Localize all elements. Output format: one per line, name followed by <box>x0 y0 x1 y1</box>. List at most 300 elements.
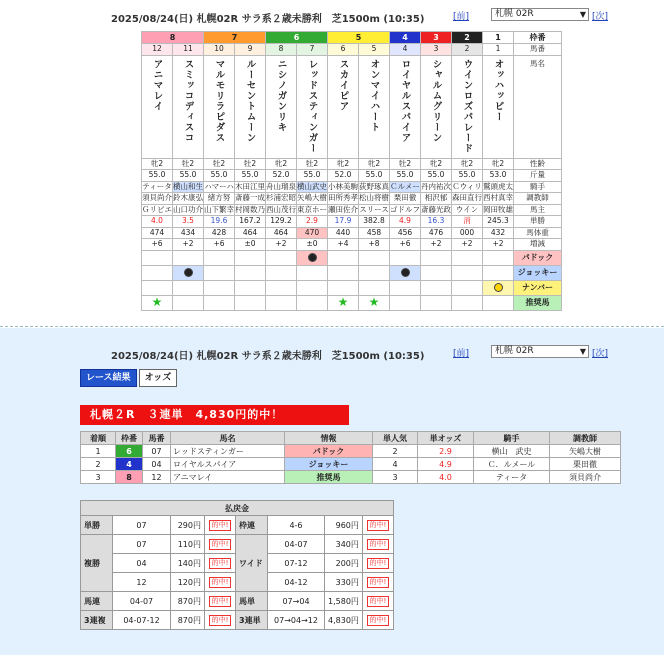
result-info: 推奨馬 <box>285 471 373 484</box>
payout-combo-trifecta: 07→04→12 <box>268 611 325 630</box>
hit-badge: 的中! <box>362 611 393 630</box>
result-row[interactable] <box>81 471 621 484</box>
hit-badge: 的中! <box>205 573 236 592</box>
frame-cell: 8 <box>142 32 204 44</box>
win-odds: 245.3 <box>483 216 514 228</box>
number-mark-row <box>142 280 562 295</box>
horse-name-cell[interactable] <box>204 55 235 158</box>
row-label-number: 馬番 <box>514 44 562 56</box>
trainer-name: 松山将樹 <box>359 193 389 203</box>
payout-header: 払戻金 <box>81 501 394 516</box>
horse-name: アニマレイ <box>151 58 163 111</box>
horse-name: ニシノガンリキ <box>275 58 287 132</box>
number-mark-cell <box>483 280 514 295</box>
hit-badge: 的中! <box>205 611 236 630</box>
result-popularity: 4 <box>373 458 418 471</box>
jockey-mark-cell <box>452 265 483 280</box>
result-number: 04 <box>143 458 171 471</box>
win-odds: 382.8 <box>359 216 390 228</box>
horse-name: ルーセントムーン <box>244 58 256 143</box>
next-race-link-2[interactable]: [次] <box>592 349 609 359</box>
payout-kind-trifecta: 3連単 <box>236 611 268 630</box>
weight-change: +2 <box>483 239 514 251</box>
jockey-mark-cell <box>297 265 328 280</box>
jockey-name: 横山和生 <box>173 181 203 191</box>
paddock-cell <box>173 250 204 265</box>
result-header: 調教師 <box>550 432 621 445</box>
paddock-cell <box>483 250 514 265</box>
payout-yen-trifecta: 4,830円 <box>325 611 363 630</box>
body-weight: 428 <box>204 227 235 239</box>
frame-cell: 5 <box>328 32 390 44</box>
horse-name-cell[interactable] <box>266 55 297 158</box>
recommend-cell <box>421 295 452 310</box>
jockey-name: 横山武史 <box>297 181 327 191</box>
result-header: 単人気 <box>373 432 418 445</box>
payout-yen-quinella: 870円 <box>171 592 205 611</box>
number-mark-cell <box>421 280 452 295</box>
payout-yen-trio: 870円 <box>171 611 205 630</box>
number-mark-cell <box>359 280 390 295</box>
result-popularity: 3 <box>373 471 418 484</box>
horse-name: オッハッピー <box>492 58 504 122</box>
sex-age: 牡2 <box>235 158 266 170</box>
recommend-cell <box>173 295 204 310</box>
trainer-name: 鈴木康弘 <box>173 193 203 203</box>
weight-change: +4 <box>328 239 359 251</box>
race-title: 2025/08/24(日) 札幌02R サラ系２歳未勝利 芝1500m (10:35) <box>111 14 425 25</box>
row-label-jockey_mark: ジョッキー <box>514 265 562 280</box>
row-label-jockey: 騎手 <box>514 181 562 193</box>
jockey-name: 小林美駒 <box>328 181 358 191</box>
jockey-mark-cell <box>483 265 514 280</box>
carried-weight: 53.0 <box>483 170 514 182</box>
payout-yen-wide: 340円 <box>325 535 363 554</box>
horse-name: マルモリラピダス <box>213 58 225 143</box>
horse-name-cell[interactable] <box>235 55 266 158</box>
paddock-cell <box>142 250 173 265</box>
recommend-cell <box>297 295 328 310</box>
horse-number: 12 <box>142 44 173 56</box>
frame-row <box>142 32 562 44</box>
result-jockey: Ｃ．ルメール <box>474 458 550 471</box>
trainer-name: 栗田徹 <box>390 193 421 205</box>
chevron-down-icon: ▼ <box>579 10 586 19</box>
body-weight: 440 <box>328 227 359 239</box>
payout-combo-trio: 04-07-12 <box>113 611 171 630</box>
result-header: 枠番 <box>116 432 143 445</box>
jockey-mark-row <box>142 265 562 280</box>
body-weight: 464 <box>266 227 297 239</box>
win-odds: 16.3 <box>421 216 452 228</box>
number-mark-cell <box>266 280 297 295</box>
sex-age: 牝2 <box>328 158 359 170</box>
result-header: 馬番 <box>143 432 171 445</box>
carried-weight: 55.0 <box>235 170 266 182</box>
row-label-number_mark: ナンバー <box>514 280 562 295</box>
hit-badge: 的中! <box>362 573 393 592</box>
paddock-cell <box>452 250 483 265</box>
payout-kind-wide: ワイド <box>236 535 268 592</box>
carried-weight: 55.0 <box>173 170 204 182</box>
mark-circle-icon <box>308 253 317 262</box>
jockey-name: ハマーハ <box>204 181 234 191</box>
paddock-row <box>142 250 562 265</box>
payout-yen-exacta: 1,580円 <box>325 592 363 611</box>
owner-name-row <box>142 204 562 216</box>
weight-change-row <box>142 239 562 251</box>
paddock-cell <box>328 250 359 265</box>
mark-circle-icon <box>184 268 193 277</box>
frame-cell: 4 <box>390 32 421 44</box>
owner-name: Ｇリビエ <box>142 204 172 214</box>
recommend-cell <box>204 295 235 310</box>
payout-kind-bracket: 枠連 <box>236 516 268 535</box>
weight-change: +2 <box>266 239 297 251</box>
recommend-cell <box>235 295 266 310</box>
result-header: 着順 <box>81 432 116 445</box>
jockey-name: 舟山瑠泉 <box>266 181 296 191</box>
chevron-down-icon: ▼ <box>579 347 586 356</box>
jockey-mark-cell <box>142 265 173 280</box>
row-label-body_weight: 馬体重 <box>514 227 562 239</box>
paddock-cell <box>297 250 328 265</box>
result-info: パドック <box>285 445 373 458</box>
hit-badge: 的中! <box>362 535 393 554</box>
payout-combo-bracket: 4-6 <box>268 516 325 535</box>
body-weight: 432 <box>483 227 514 239</box>
carried-weight: 55.0 <box>452 170 483 182</box>
payout-yen-wide: 200円 <box>325 554 363 573</box>
horse-number: 11 <box>173 44 204 56</box>
jockey-mark-cell <box>359 265 390 280</box>
race-select-2[interactable] <box>491 345 589 358</box>
carried-weight: 55.0 <box>390 170 421 182</box>
jockey-name: 丹内祐次 <box>421 181 451 191</box>
owner-name: 西山茂行 <box>266 204 296 214</box>
trainer-name: 斎藤一成 <box>235 193 265 203</box>
horse-name-cell[interactable] <box>328 55 359 158</box>
frame-cell: 3 <box>421 32 452 44</box>
payout-kind-quinella: 馬連 <box>81 592 113 611</box>
result-horse-name: レッドスティンガー <box>171 445 285 458</box>
paddock-cell <box>421 250 452 265</box>
trainer-name: 矢嶋大樹 <box>297 193 327 203</box>
carried-weight: 55.0 <box>142 170 173 182</box>
payout-kind-trio: 3連複 <box>81 611 113 630</box>
result-position: 3 <box>81 471 116 484</box>
win-odds: 3.5 <box>173 216 204 228</box>
number-mark-cell <box>390 280 421 295</box>
jockey-name: 木田江里 <box>235 181 265 191</box>
payout-combo-win: 07 <box>113 516 171 535</box>
horse-name: ロイヤルスパイア <box>399 58 411 143</box>
result-trainer: 須貝尚介 <box>550 471 621 484</box>
horse-name-cell[interactable] <box>142 55 173 158</box>
race-select-value: 札幌 02R <box>495 9 534 19</box>
sex-age: 牝2 <box>452 158 483 170</box>
sex-age: 牡2 <box>390 158 421 170</box>
number-mark-cell <box>204 280 235 295</box>
payout-yen-place: 140円 <box>171 554 205 573</box>
result-horse-name: ロイヤルスパイア <box>171 458 285 471</box>
hit-banner: 札幌２R ３連単 4,830円的中！ <box>80 405 349 425</box>
owner-name: 東京ホー <box>297 204 327 214</box>
horse-number: 4 <box>390 44 421 56</box>
sex-age-row <box>142 158 562 170</box>
body-weight: 000 <box>452 227 483 239</box>
carried-weight: 52.0 <box>328 170 359 182</box>
horse-name: スカイピア <box>337 58 349 111</box>
body-weight: 476 <box>421 227 452 239</box>
result-popularity: 2 <box>373 445 418 458</box>
body-weight: 464 <box>235 227 266 239</box>
tab-odds[interactable]: オッズ <box>139 369 178 387</box>
trainer-name: 森田直行 <box>452 193 482 203</box>
win-odds: 129.2 <box>266 216 297 228</box>
owner-name: ウイン <box>452 204 483 216</box>
horse-number: 9 <box>235 44 266 56</box>
weight-change: +2 <box>421 239 452 251</box>
sex-age: 牝2 <box>142 158 173 170</box>
row-label-recommend: 推奨馬 <box>514 295 562 310</box>
row-label-trainer: 調教師 <box>514 193 562 205</box>
payout-yen-place: 120円 <box>171 573 205 592</box>
race-card-table <box>141 31 562 311</box>
row-label-frame: 枠番 <box>514 32 562 44</box>
payout-table <box>80 500 394 630</box>
recommend-cell <box>266 295 297 310</box>
owner-name: ゴドルフ <box>390 204 420 214</box>
trainer-name: 須貝尚介 <box>142 193 172 203</box>
sex-age: 牝2 <box>266 158 297 170</box>
win-odds-row <box>142 216 562 228</box>
result-frame: 8 <box>116 471 143 484</box>
mark-circle-icon <box>401 268 410 277</box>
result-header: 馬名 <box>171 432 285 445</box>
mark-circle-icon <box>494 283 503 292</box>
hit-badge: 的中! <box>362 554 393 573</box>
recommend-cell <box>483 295 514 310</box>
paddock-cell <box>359 250 390 265</box>
payout-combo-place: 07 <box>113 535 171 554</box>
row-label-owner: 馬主 <box>514 204 562 216</box>
weight-change: ±0 <box>297 239 328 251</box>
horse-name-cell[interactable] <box>421 55 452 158</box>
sex-age: 牝2 <box>483 158 514 170</box>
result-horse-name: アニマレイ <box>171 471 285 484</box>
payout-yen-wide: 330円 <box>325 573 363 592</box>
body-weight: 458 <box>359 227 390 239</box>
horse-name: スミッコディスコ <box>182 58 194 143</box>
carried-weight: 55.0 <box>204 170 235 182</box>
jockey-name: 荻野琢真 <box>359 181 389 191</box>
win-odds: 消 <box>452 216 483 228</box>
payout-kind-place: 複勝 <box>81 535 113 592</box>
hit-badge: 的中! <box>362 516 393 535</box>
paddock-cell <box>390 250 421 265</box>
horse-name-cell[interactable] <box>452 55 483 158</box>
horse-number: 6 <box>328 44 359 56</box>
owner-name: 瀬田佐介 <box>328 204 358 214</box>
horse-number: 1 <box>483 44 514 56</box>
win-odds: 4.9 <box>390 216 421 228</box>
number-mark-cell <box>328 280 359 295</box>
trainer-name-row <box>142 193 562 205</box>
result-header: 情報 <box>285 432 373 445</box>
carried-weight: 52.0 <box>266 170 297 182</box>
jockey-mark-cell <box>235 265 266 280</box>
paddock-cell <box>235 250 266 265</box>
row-label-name: 馬名 <box>514 55 562 158</box>
payout-yen-win: 290円 <box>171 516 205 535</box>
weight-change: +6 <box>204 239 235 251</box>
star-icon: ★ <box>151 295 163 309</box>
race-select-value-2: 札幌 02R <box>495 346 534 356</box>
horse-number: 10 <box>204 44 235 56</box>
sex-age: 牡2 <box>173 158 204 170</box>
paddock-cell <box>266 250 297 265</box>
carried-weight: 55.0 <box>359 170 390 182</box>
win-odds: 19.6 <box>204 216 235 228</box>
recommend-row <box>142 295 562 310</box>
result-jockey: ティータ <box>474 471 550 484</box>
trainer-name: 杉浦宏昭 <box>266 193 296 203</box>
sex-age: 牝2 <box>421 158 452 170</box>
payout-combo-exacta: 07→04 <box>268 592 325 611</box>
win-odds: 4.0 <box>142 216 173 228</box>
win-odds: 2.9 <box>297 216 328 228</box>
win-odds: 17.9 <box>328 216 359 228</box>
horse-number: 3 <box>421 44 452 56</box>
prev-race-link-2[interactable]: [前] <box>453 349 470 359</box>
body-weight-row <box>142 227 562 239</box>
number-mark-cell <box>235 280 266 295</box>
horse-name-cell[interactable] <box>359 55 390 158</box>
weight-change: +2 <box>173 239 204 251</box>
number-mark-cell <box>297 280 328 295</box>
result-odds: 2.9 <box>418 445 474 458</box>
hit-badge: 的中! <box>205 592 236 611</box>
carried-weight: 55.0 <box>421 170 452 182</box>
result-number: 07 <box>143 445 171 458</box>
trainer-name: 緒方努 <box>204 193 235 205</box>
payout-combo-wide: 07-12 <box>268 554 325 573</box>
tab-race-results[interactable]: レース結果 <box>80 369 137 387</box>
jockey-mark-cell <box>204 265 235 280</box>
payout-combo-wide: 04-07 <box>268 535 325 554</box>
result-row[interactable] <box>81 445 621 458</box>
recommend-cell <box>142 295 173 310</box>
frame-cell: 6 <box>266 32 328 44</box>
result-jockey: 横山 武史 <box>474 445 550 458</box>
body-weight: 470 <box>297 227 328 239</box>
payout-yen-bracket: 960円 <box>325 516 363 535</box>
jockey-mark-cell <box>328 265 359 280</box>
weight-change: ±0 <box>235 239 266 251</box>
horse-name-cell[interactable] <box>483 55 514 158</box>
result-odds: 4.9 <box>418 458 474 471</box>
horse-name-row <box>142 55 562 158</box>
result-frame: 6 <box>116 445 143 458</box>
result-number: 12 <box>143 471 171 484</box>
horse-number: 5 <box>359 44 390 56</box>
frame-cell: 1 <box>483 32 514 44</box>
number-mark-cell <box>452 280 483 295</box>
horse-name: レッドスティンガー <box>306 58 318 153</box>
carried-weight: 55.0 <box>297 170 328 182</box>
payout-combo-place: 04 <box>113 554 171 573</box>
horse-name-cell[interactable] <box>297 55 328 158</box>
horse-number: 2 <box>452 44 483 56</box>
recommend-cell <box>328 295 359 310</box>
hit-badge: 的中! <box>205 535 236 554</box>
weight-change: +6 <box>142 239 173 251</box>
owner-name: 山口功介 <box>173 204 203 214</box>
body-weight: 474 <box>142 227 173 239</box>
trainer-name: 田所秀孝 <box>328 193 358 203</box>
sex-age: 牡2 <box>204 158 235 170</box>
number-mark-cell <box>142 280 173 295</box>
result-header: 騎手 <box>474 432 550 445</box>
payout-combo-place: 12 <box>113 573 171 592</box>
jockey-mark-cell <box>266 265 297 280</box>
result-header: 単オッズ <box>418 432 474 445</box>
race-title-2: 2025/08/24(日) 札幌02R サラ系２歳未勝利 芝1500m (10:35) <box>111 351 425 362</box>
owner-name: 斎藤光政 <box>421 204 451 214</box>
jockey-name: ティータ <box>142 181 172 191</box>
owner-name: 村岡数乃 <box>235 204 265 214</box>
payout-kind-win: 単勝 <box>81 516 113 535</box>
sex-age: 牡2 <box>297 158 328 170</box>
weight-change: +6 <box>390 239 421 251</box>
payout-combo-wide: 04-12 <box>268 573 325 592</box>
result-odds: 4.0 <box>418 471 474 484</box>
star-icon: ★ <box>368 295 380 309</box>
result-tabs <box>80 369 179 387</box>
weight-change: +2 <box>452 239 483 251</box>
sex-age: 牝2 <box>359 158 390 170</box>
prev-race-link[interactable]: [前] <box>453 12 470 22</box>
horse-name: ウインロズパレード <box>461 58 473 153</box>
jockey-mark-cell <box>421 265 452 280</box>
result-table <box>80 431 621 484</box>
payout-combo-quinella: 04-07 <box>113 592 171 611</box>
jockey-name: Ｃルメー <box>390 181 420 191</box>
horse-name-cell[interactable] <box>390 55 421 158</box>
star-icon: ★ <box>337 295 349 309</box>
result-row[interactable] <box>81 458 621 471</box>
owner-name: 岡田牧雄 <box>483 204 513 214</box>
paddock-cell <box>204 250 235 265</box>
jockey-mark-cell <box>390 265 421 280</box>
result-trainer: 矢嶋大樹 <box>550 445 621 458</box>
horse-name: シャルムグリーン <box>430 58 442 143</box>
jockey-name: 鷲頭虎太 <box>483 181 513 191</box>
race-select[interactable] <box>491 8 589 21</box>
hit-badge: 的中! <box>362 592 393 611</box>
next-race-link[interactable]: [次] <box>592 12 609 22</box>
payout-yen-place: 110円 <box>171 535 205 554</box>
row-label-change: 増減 <box>514 239 562 251</box>
jockey-name-row <box>142 181 562 193</box>
frame-cell: 2 <box>452 32 483 44</box>
horse-name: オンマイハート <box>368 58 380 132</box>
row-label-paddock: パドック <box>514 250 562 265</box>
jockey-name: Ｃウィリ <box>452 181 482 191</box>
horse-name-cell[interactable] <box>173 55 204 158</box>
result-position: 2 <box>81 458 116 471</box>
